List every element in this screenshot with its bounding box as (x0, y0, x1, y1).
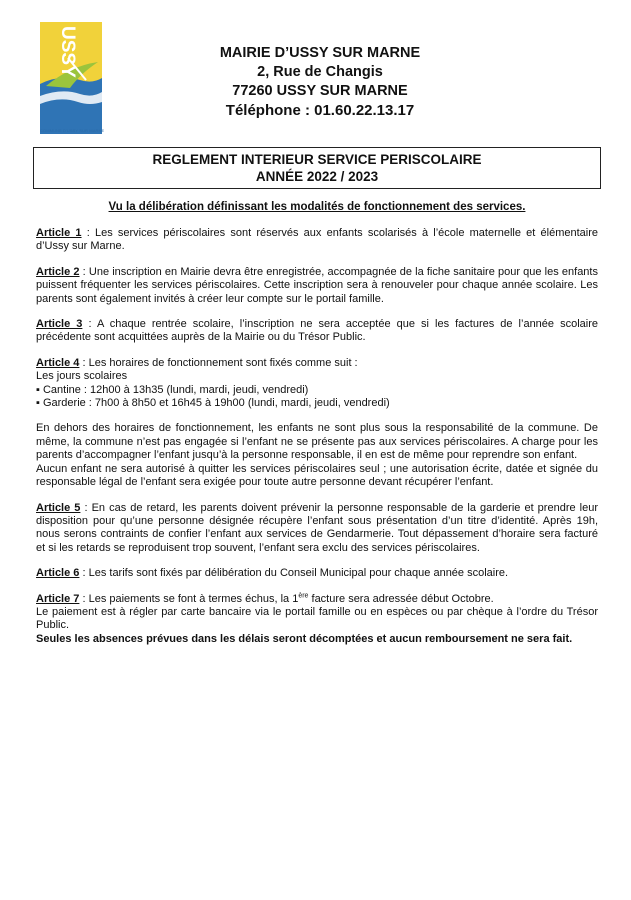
article-5-label: Article 5 (36, 501, 81, 514)
article-2-text: : Une inscription en Mairie devra être enregistrée, accompagnée de la fiche sanitaire pour que les enfants puissent fréquenter les services périscolaires. Cette inscription sera à renouveler pour chaque année scolaire. Les parents sont également invités à créer leur compte sur le portail famille. (36, 265, 598, 305)
payment-methods: Le paiement est à régler par carte bancaire via le portail famille ou en espèces ou par chèque à l’ordre du Trésor Public. (36, 605, 598, 632)
article-6 (36, 567, 598, 580)
article-1-text: : Les services périscolaires sont réservés aux enfants scolarisés à l’école maternelle et élémentaire d’Ussy sur Marne. (36, 227, 598, 253)
title-line1: REGLEMENT INTERIEUR SERVICE PERISCOLAIRE (152, 152, 482, 167)
mairie-city: 77260 USSY SUR MARNE (232, 83, 408, 99)
responsibility-text-a: En dehors des horaires de fonctionnement, les enfants ne sont plus sous la responsabilité de la commune. De même, la commune n’est pas engagée si l’enfant ne se présente pas aux services périscolaires. A charge pour les parents d’accompagner l’enfant jusqu’à la personne responsable, il en est de même pour reprendre son enfant. (36, 422, 598, 462)
article-4-label: Article 4 (36, 356, 80, 369)
responsibility-paragraph (36, 422, 598, 489)
article-7-label: Article 7 (36, 592, 80, 605)
article-5-text: : En cas de retard, les parents doivent prévenir la personne responsable de la garderie et prendre leur disposition pour qu’une personne désignée récupère l’enfant sous présentation d’un titre d’identité. Après 19h, nous serons contraints de confier l’enfant aux services de Gendarmerie. Tout dépassement d’horaire sera facturé et si les retards se reproduisent trop souvent, l’enfant sera exclu des services périscolaires. (36, 501, 598, 554)
refund-note: Seules les absences prévues dans les délais seront décomptées et aucun remboursement ne sera fait. (36, 632, 573, 645)
article-3-text: : A chaque rentrée scolaire, l’inscription ne sera acceptée que si les factures de l’année scolaire précédente sont acquittées auprès de la Mairie ou du Trésor Public. (36, 318, 598, 344)
articles (36, 227, 598, 658)
mairie-street: 2, Rue de Changis (257, 64, 383, 80)
article-2-label: Article 2 (36, 265, 80, 278)
logo-caption: COMMUNE D'USSY SUR MARNE (40, 128, 105, 133)
intro-statement: Vu la délibération définissant les modalités de fonctionnement des services. (108, 201, 526, 213)
article-7-text-before: : Les paiements se font à termes échus, la 1 (79, 592, 299, 605)
article-1 (36, 227, 598, 254)
mairie-header (170, 44, 470, 120)
article-3 (36, 318, 598, 345)
ussy-logo (40, 22, 102, 134)
article-7-sup: ère (298, 591, 309, 599)
garderie-hours: ▪ Garderie : 7h00 à 8h50 et 16h45 à 19h00 (lundi, mardi, jeudi, vendredi) (36, 397, 390, 410)
article-3-label: Article 3 (36, 318, 83, 331)
article-6-text: : Les tarifs sont fixés par délibération du Conseil Municipal pour chaque année scolaire. (79, 567, 509, 580)
title-line2: ANNÉE 2022 / 2023 (255, 169, 379, 184)
article-1-label: Article 1 (36, 227, 82, 239)
article-5 (36, 502, 598, 556)
mairie-name: MAIRIE D’USSY SUR MARNE (219, 45, 421, 61)
logo-text: USSY (57, 26, 78, 78)
document-title (33, 147, 601, 189)
cantine-hours: ▪ Cantine : 12h00 à 13h35 (lundi, mardi, jeudi, vendredi) (36, 383, 309, 396)
responsibility-text-b: Aucun enfant ne sera autorisé à quitter les services périscolaires seul ; une autorisation écrite, datée et signée du responsable légal de l’enfant sera exigée pour toute autre personne devant récupérer l’enfant. (36, 462, 598, 489)
article-4-subtitle: Les jours scolaires (36, 370, 128, 383)
article-7-text-after: facture sera adressée début Octobre. (308, 592, 494, 605)
article-6-label: Article 6 (36, 567, 80, 580)
article-4-text: : Les horaires de fonctionnement sont fixés comme suit : (79, 356, 358, 369)
mairie-phone: Téléphone : 01.60.22.13.17 (225, 102, 415, 119)
article-7 (36, 593, 598, 647)
article-2 (36, 266, 598, 306)
article-4 (36, 357, 598, 411)
